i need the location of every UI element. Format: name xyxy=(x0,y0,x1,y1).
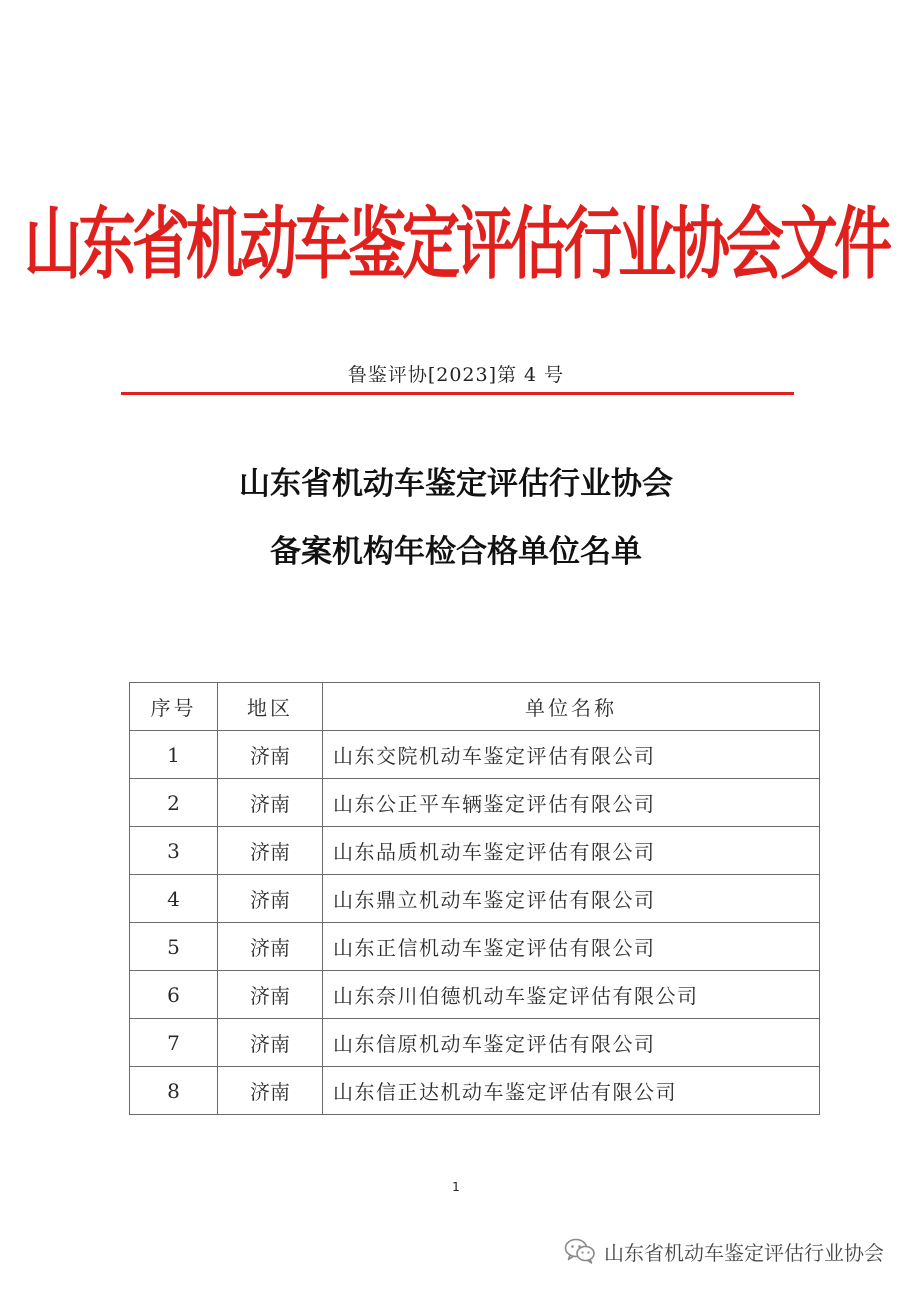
column-header-region: 地区 xyxy=(218,683,323,731)
table-row xyxy=(130,1019,820,1067)
row-region: 济南 xyxy=(218,731,323,779)
row-unit-name: 山东信正达机动车鉴定评估有限公司 xyxy=(323,1067,820,1115)
table-row xyxy=(130,971,820,1019)
table-header-row xyxy=(130,683,820,731)
row-unit-name: 山东品质机动车鉴定评估有限公司 xyxy=(323,827,820,875)
row-region: 济南 xyxy=(218,923,323,971)
row-region: 济南 xyxy=(218,875,323,923)
row-unit-name: 山东奈川伯德机动车鉴定评估有限公司 xyxy=(323,971,820,1019)
page-title-line-2: 备案机构年检合格单位名单 xyxy=(270,534,642,570)
row-unit-name: 山东公正平车辆鉴定评估有限公司 xyxy=(323,779,820,827)
document-number: 鲁鉴评协[2023]第 4 号 xyxy=(347,364,565,386)
column-header-unit-name: 单位名称 xyxy=(323,683,820,731)
row-region: 济南 xyxy=(218,779,323,827)
wechat-icon xyxy=(564,1238,596,1264)
table-row xyxy=(130,779,820,827)
row-number: 1 xyxy=(130,731,218,779)
row-region: 济南 xyxy=(218,971,323,1019)
row-region: 济南 xyxy=(218,1019,323,1067)
row-unit-name: 山东正信机动车鉴定评估有限公司 xyxy=(323,923,820,971)
row-unit-name: 山东鼎立机动车鉴定评估有限公司 xyxy=(323,875,820,923)
table-row xyxy=(130,827,820,875)
account-watermark xyxy=(564,1234,884,1268)
row-number: 2 xyxy=(130,779,218,827)
row-number: 3 xyxy=(130,827,218,875)
page-title-line-1: 山东省机动车鉴定评估行业协会 xyxy=(239,466,673,502)
table-row xyxy=(130,923,820,971)
page-number: 1 xyxy=(452,1180,460,1194)
row-unit-name: 山东信原机动车鉴定评估有限公司 xyxy=(323,1019,820,1067)
table-row xyxy=(130,731,820,779)
row-number: 4 xyxy=(130,875,218,923)
row-number: 6 xyxy=(130,971,218,1019)
red-divider-line xyxy=(121,392,794,395)
row-number: 8 xyxy=(130,1067,218,1115)
table-row xyxy=(130,1067,820,1115)
row-number: 5 xyxy=(130,923,218,971)
row-number: 7 xyxy=(130,1019,218,1067)
letterhead-title: 山东省机动车鉴定评估行业协会文件 xyxy=(23,198,888,290)
qualified-units-table xyxy=(129,682,820,1115)
table-row xyxy=(130,875,820,923)
row-unit-name: 山东交院机动车鉴定评估有限公司 xyxy=(323,731,820,779)
column-header-number: 序号 xyxy=(130,683,218,731)
row-region: 济南 xyxy=(218,1067,323,1115)
watermark-text: 山东省机动车鉴定评估行业协会 xyxy=(604,1240,884,1265)
row-region: 济南 xyxy=(218,827,323,875)
